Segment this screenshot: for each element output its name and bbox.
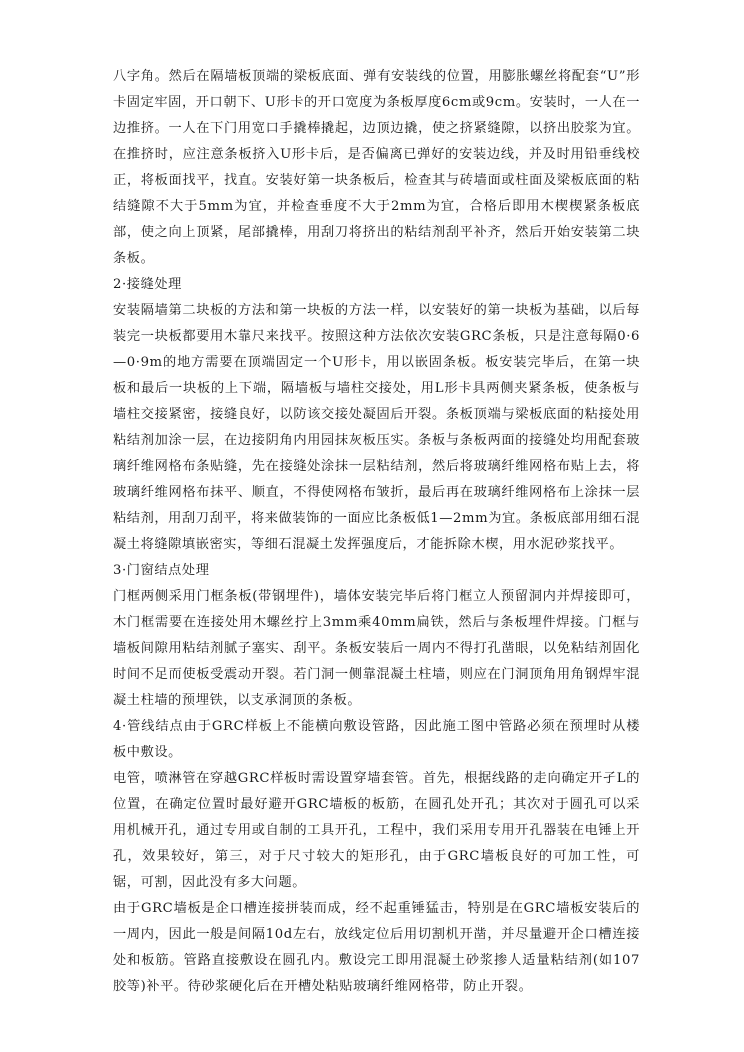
paragraph-joint-treatment: 安装隔墙第二块板的方法和第一块板的方法一样，以安装好的第一块板为基础，以后每装完一块板都要用木靠尺来找平。按照这种方法依次安装GRC条板，只是注意每隔0·6—0·9m的地方需要在顶端固定一个U形卡，用以嵌固条板。板安装完毕后，在第一块板和最后一块板的上下端，隔墙板与墙柱交接处，用L形卡具两侧夹紧条板，使条板与墙柱交接紧密，接缝良好，以防该交接处凝固后开裂。条板顶端与梁板底面的粘接处用粘结剂加涂一层，在边接阴角内用园抹灰板压实。条板与条板两面的接缝处均用配套玻璃纤维网格布条贴缝，先在接缝处涂抹一层粘结剂，然后将玻璃纤维网格布贴上去，将玻璃纤维网格布抹平、顺直，不得使网格布皱折，最后再在玻璃纤维网格布上涂抹一层粘结剂，用刮刀刮平，将来做装饰的一面应比条板低1—2mm为宜。条板底部用细石混凝土将缝隙填嵌密实，等细石混凝土发挥强度后，才能拆除木楔，用水泥砂浆找平。 [113, 303, 640, 552]
document-page [113, 64, 640, 1000]
paragraph-conduit-sleeves: 电管，喷淋管在穿越GRC样板时需设置穿墙套管。首先，根据线路的走向确定开孑L的位置，在确定位置时最好避开GRC墙板的板筋，在圆孔处开孔；其次对于圆孔可以采用机械开孔，通过专用或自制的工具开孔，工程中，我们采用专用开孔器装在电锤上开孔，效果较好，第三，对于尺寸较大的矩形孔，由于GRC墙板良好的可加工性，可锯，可割，因此没有多大问题。 [113, 771, 640, 890]
paragraph-grooving: 由于GRC墙板是企口槽连接拼装而成，经不起重锤猛击，特别是在GRC墙板安装后的一周内，因此一般是间隔10d左右，放线定位后用切割机开凿，并尽量避开企口槽连接处和板筋。管路直接敷设在圆孔内。敷设完工即用混凝土砂浆掺人适量粘结剂(如107胶等)补平。待砂浆硬化后在开槽处粘贴玻璃纤维网格带，防止开裂。 [113, 901, 640, 994]
paragraph-pipeline-joints: 4·管线结点由于GRC样板上不能横向敷设管路，因此施工图中管路必须在预埋时从楼板中敷设。 [113, 719, 640, 760]
section-heading-door-window-joints: 3·门窗结点处理 [113, 563, 210, 578]
paragraph-wall-installation: 八字角。然后在隔墙板顶端的梁板底面、弹有安装线的位置，用膨胀螺丝将配套“U”形卡固定牢固，开口朝下、U形卡的开口宽度为条板厚度6cm或9cm。安装时，一人在一边推挤。一人在下门用宽口手撬棒撬起，边顶边撬，使之挤紧缝隙，以挤出胶浆为宜。在推挤时，应注意条板挤入U形卡后，是否偏离已弹好的安装边线，并及时用铅垂线校正，将板面找平，找直。安装好第一块条板后，检查其与砖墙面或柱面及梁板底面的粘结缝隙不大于5mm为宜，并检查垂度不大于2mm为宜，合格后即用木楔楔紧条板底部，使之向上顶紧，尾部撬棒，用刮刀将挤出的粘结剂刮平补齐，然后开始安装第二块条板。 [113, 69, 640, 266]
paragraph-door-window-joints: 门框两侧采用门框条板(带钢埋件)，墙体安装完毕后将门框立人预留洞内并焊接即可，木门框需要在连接处用木螺丝拧上3mm乘40mm扁铁，然后与条板埋件焊接。门框与墙板间隙用粘结剂腻子塞实、刮平。条板安装后一周内不得打孔凿眼，以免粘结剂固化时间不足而使板受震动开裂。若门洞一侧靠混凝土柱墙，则应在门洞顶角用角钢焊牢混凝土柱墙的预埋铁，以支承洞顶的条板。 [113, 589, 640, 708]
section-heading-joint-treatment: 2·接缝处理 [113, 277, 182, 292]
